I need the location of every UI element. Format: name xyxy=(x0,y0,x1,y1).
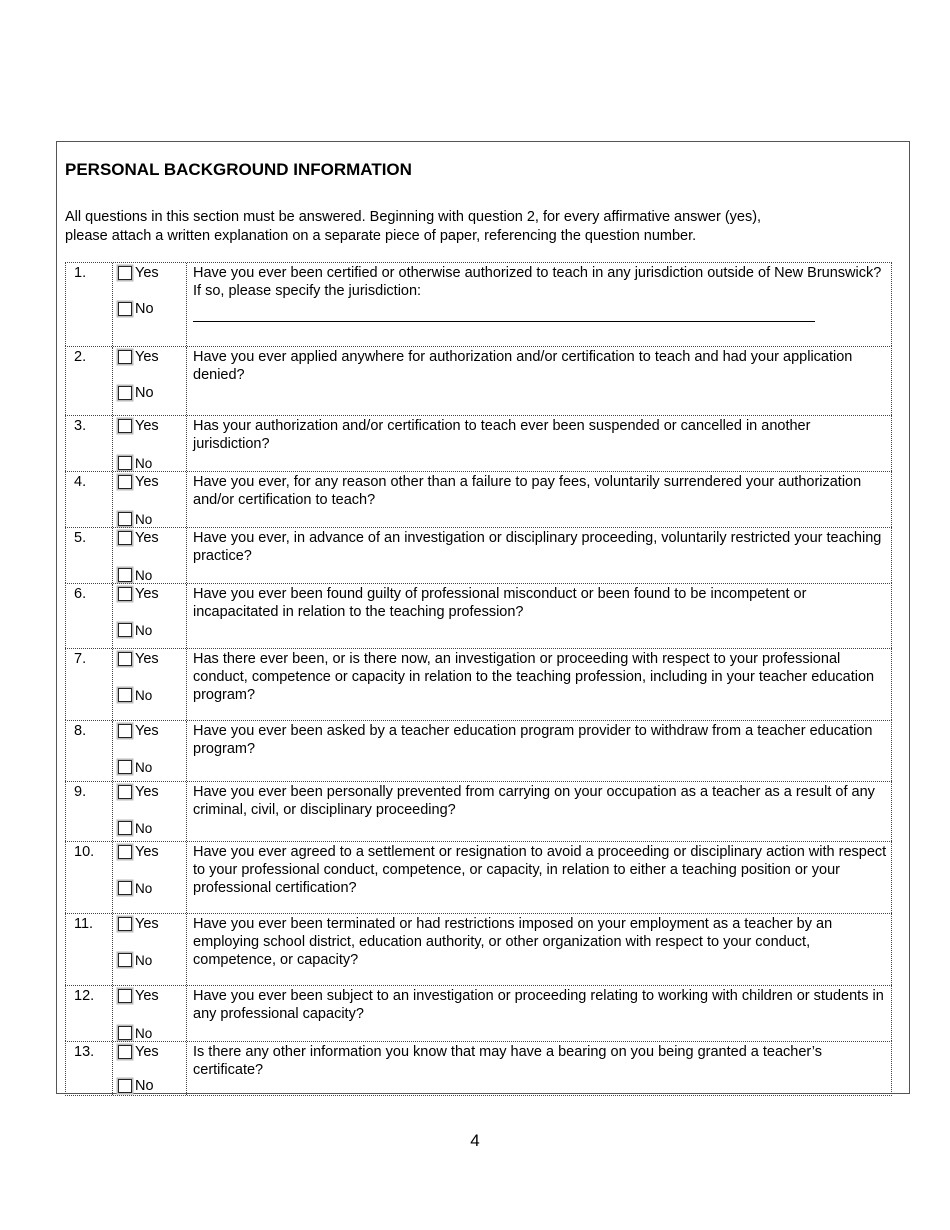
question-row-4 xyxy=(65,471,892,527)
no-option[interactable] xyxy=(118,951,152,969)
no-checkbox[interactable] xyxy=(118,688,132,702)
yes-label: Yes xyxy=(135,586,159,602)
answer-cell xyxy=(112,584,187,648)
yes-option[interactable] xyxy=(118,783,159,801)
yes-option[interactable] xyxy=(118,915,159,933)
no-option[interactable] xyxy=(118,566,152,584)
question-number: 3. xyxy=(74,418,87,434)
no-label: No xyxy=(135,687,153,703)
no-label: No xyxy=(135,952,153,968)
question-row-13 xyxy=(65,1041,892,1096)
yes-checkbox[interactable] xyxy=(118,917,132,931)
yes-label: Yes xyxy=(135,349,159,365)
question-number: 4. xyxy=(74,474,87,490)
yes-label: Yes xyxy=(135,265,159,281)
question-text-cell xyxy=(193,264,887,322)
no-checkbox[interactable] xyxy=(118,760,132,774)
yes-option[interactable] xyxy=(118,987,159,1005)
no-option[interactable] xyxy=(118,879,152,897)
no-label: No xyxy=(135,385,154,401)
yes-label: Yes xyxy=(135,844,159,860)
no-label: No xyxy=(135,622,153,638)
question-text: Have you ever been certified or otherwise authorized to teach in any jurisdiction outside of New Brunswick? If so, please specify the jurisdiction: xyxy=(193,265,882,299)
yes-label: Yes xyxy=(135,1044,159,1060)
answer-cell xyxy=(112,842,187,913)
no-label: No xyxy=(135,820,153,836)
question-number: 11. xyxy=(74,916,94,932)
question-text: Has there ever been, or is there now, an investigation or proceeding with respect to your professional conduct, competence or capacity in relation to the teaching profession, including in your teacher education program? xyxy=(193,651,875,703)
question-text: Have you ever, for any reason other than a failure to pay fees, voluntarily surrendered your authorization and/or certification to teach? xyxy=(193,474,862,508)
yes-option[interactable] xyxy=(118,722,159,740)
answer-cell xyxy=(112,649,187,720)
yes-checkbox[interactable] xyxy=(118,266,132,280)
question-row-6 xyxy=(65,583,892,648)
no-label: No xyxy=(135,880,153,896)
yes-option[interactable] xyxy=(118,473,159,491)
answer-cell xyxy=(112,914,187,985)
answer-cell xyxy=(112,472,187,527)
no-checkbox[interactable] xyxy=(118,456,132,470)
question-text: Have you ever been subject to an investigation or proceeding relating to working with children or students in any professional capacity? xyxy=(193,988,884,1022)
question-text: Have you ever, in advance of an investigation or disciplinary proceeding, voluntarily restricted your teaching practice? xyxy=(193,530,882,564)
yes-option[interactable] xyxy=(118,650,159,668)
answer-cell xyxy=(112,782,187,841)
no-option[interactable] xyxy=(118,758,152,776)
yes-checkbox[interactable] xyxy=(118,531,132,545)
page-number: 4 xyxy=(470,1131,480,1150)
yes-option[interactable] xyxy=(118,585,159,603)
yes-checkbox[interactable] xyxy=(118,845,132,859)
no-label: No xyxy=(135,1078,154,1094)
question-row-5 xyxy=(65,527,892,583)
questions-table xyxy=(65,262,892,1096)
answer-cell xyxy=(112,721,187,781)
no-option[interactable] xyxy=(118,384,154,402)
question-row-2 xyxy=(65,346,892,415)
question-text: Have you ever been found guilty of professional misconduct or been found to be incompetent or incapacitated in relation to the teaching profession? xyxy=(193,586,807,620)
no-option[interactable] xyxy=(118,1077,154,1095)
question-text: Has your authorization and/or certification to teach ever been suspended or cancelled in another jurisdiction? xyxy=(193,418,811,452)
question-text: Have you ever been asked by a teacher education program provider to withdraw from a teacher education program? xyxy=(193,723,873,757)
no-option[interactable] xyxy=(118,300,154,318)
question-text: Have you ever agreed to a settlement or resignation to avoid a proceeding or disciplinary action with respect to your professional conduct, competence, or capacity, in relation to either a teaching position or your professional certification? xyxy=(193,844,887,896)
no-checkbox[interactable] xyxy=(118,302,132,316)
answer-cell xyxy=(112,263,187,346)
question-row-11 xyxy=(65,913,892,985)
answer-cell xyxy=(112,1042,187,1095)
no-option[interactable] xyxy=(118,1024,152,1042)
no-checkbox[interactable] xyxy=(118,512,132,526)
yes-label: Yes xyxy=(135,723,159,739)
yes-checkbox[interactable] xyxy=(118,785,132,799)
question-number: 12. xyxy=(74,988,95,1004)
yes-option[interactable] xyxy=(118,417,159,435)
yes-option[interactable] xyxy=(118,348,159,366)
no-label: No xyxy=(135,759,153,775)
no-checkbox[interactable] xyxy=(118,1026,132,1040)
no-label: No xyxy=(135,301,154,317)
question-text: Is there any other information you know that may have a bearing on you being granted a teacher’s certificate? xyxy=(193,1044,822,1078)
question-number: 9. xyxy=(74,784,87,800)
question-row-9 xyxy=(65,781,892,841)
yes-checkbox[interactable] xyxy=(118,1045,132,1059)
question-number: 8. xyxy=(74,723,87,739)
instructions-line-2: please attach a written explanation on a separate piece of paper, referencing the question number. xyxy=(65,227,697,244)
question-row-7 xyxy=(65,648,892,720)
no-checkbox[interactable] xyxy=(118,386,132,400)
no-checkbox[interactable] xyxy=(118,623,132,637)
question-number: 6. xyxy=(74,586,87,602)
yes-checkbox[interactable] xyxy=(118,724,132,738)
question-row-8 xyxy=(65,720,892,781)
yes-checkbox[interactable] xyxy=(118,587,132,601)
yes-option[interactable] xyxy=(118,843,159,861)
yes-label: Yes xyxy=(135,651,159,667)
question-number: 1. xyxy=(74,265,87,281)
yes-checkbox[interactable] xyxy=(118,652,132,666)
yes-label: Yes xyxy=(135,916,159,932)
yes-checkbox[interactable] xyxy=(118,419,132,433)
answer-cell xyxy=(112,347,187,415)
no-option[interactable] xyxy=(118,686,152,704)
no-option[interactable] xyxy=(118,454,152,472)
question-number: 2. xyxy=(74,349,87,365)
yes-option[interactable] xyxy=(118,529,159,547)
question-number: 13. xyxy=(74,1044,95,1060)
no-option[interactable] xyxy=(118,621,152,639)
no-checkbox[interactable] xyxy=(118,821,132,835)
yes-label: Yes xyxy=(135,418,159,434)
no-label: No xyxy=(135,1025,153,1041)
yes-option[interactable] xyxy=(118,264,159,282)
question-row-12 xyxy=(65,985,892,1041)
question-text: Have you ever been personally prevented from carrying on your occupation as a teacher as a result of any criminal, civil, or disciplinary proceeding? xyxy=(193,784,875,818)
no-label: No xyxy=(135,511,153,527)
no-checkbox[interactable] xyxy=(118,1079,132,1093)
question-number: 7. xyxy=(74,651,87,667)
answer-cell xyxy=(112,416,187,471)
no-checkbox[interactable] xyxy=(118,953,132,967)
answer-cell xyxy=(112,986,187,1041)
question-text: Have you ever applied anywhere for authorization and/or certification to teach and had your application denied? xyxy=(193,349,853,383)
no-option[interactable] xyxy=(118,819,152,837)
instructions-line-1: All questions in this section must be answered. Beginning with question 2, for every affirmative answer (yes), xyxy=(65,209,762,225)
no-checkbox[interactable] xyxy=(118,881,132,895)
yes-option[interactable] xyxy=(118,1043,159,1061)
yes-label: Yes xyxy=(135,988,159,1004)
question-row-3 xyxy=(65,415,892,471)
section-instructions xyxy=(65,208,895,245)
question-number: 5. xyxy=(74,530,87,546)
question-row-1 xyxy=(65,262,892,346)
no-checkbox[interactable] xyxy=(118,568,132,582)
no-option[interactable] xyxy=(118,510,152,528)
yes-label: Yes xyxy=(135,530,159,546)
yes-checkbox[interactable] xyxy=(118,350,132,364)
no-label: No xyxy=(135,455,153,471)
no-label: No xyxy=(135,567,153,583)
answer-cell xyxy=(112,528,187,583)
section-title: PERSONAL BACKGROUND INFORMATION xyxy=(65,160,412,179)
question-row-10 xyxy=(65,841,892,913)
yes-checkbox[interactable] xyxy=(118,989,132,1003)
question-number: 10. xyxy=(74,844,95,860)
question-text: Have you ever been terminated or had restrictions imposed on your employment as a teacher by an employing school district, education authority, or other organization with respect to your conduct, competence, or capacity? xyxy=(193,916,833,968)
jurisdiction-answer-line[interactable] xyxy=(193,320,815,322)
yes-label: Yes xyxy=(135,474,159,490)
yes-checkbox[interactable] xyxy=(118,475,132,489)
yes-label: Yes xyxy=(135,784,159,800)
